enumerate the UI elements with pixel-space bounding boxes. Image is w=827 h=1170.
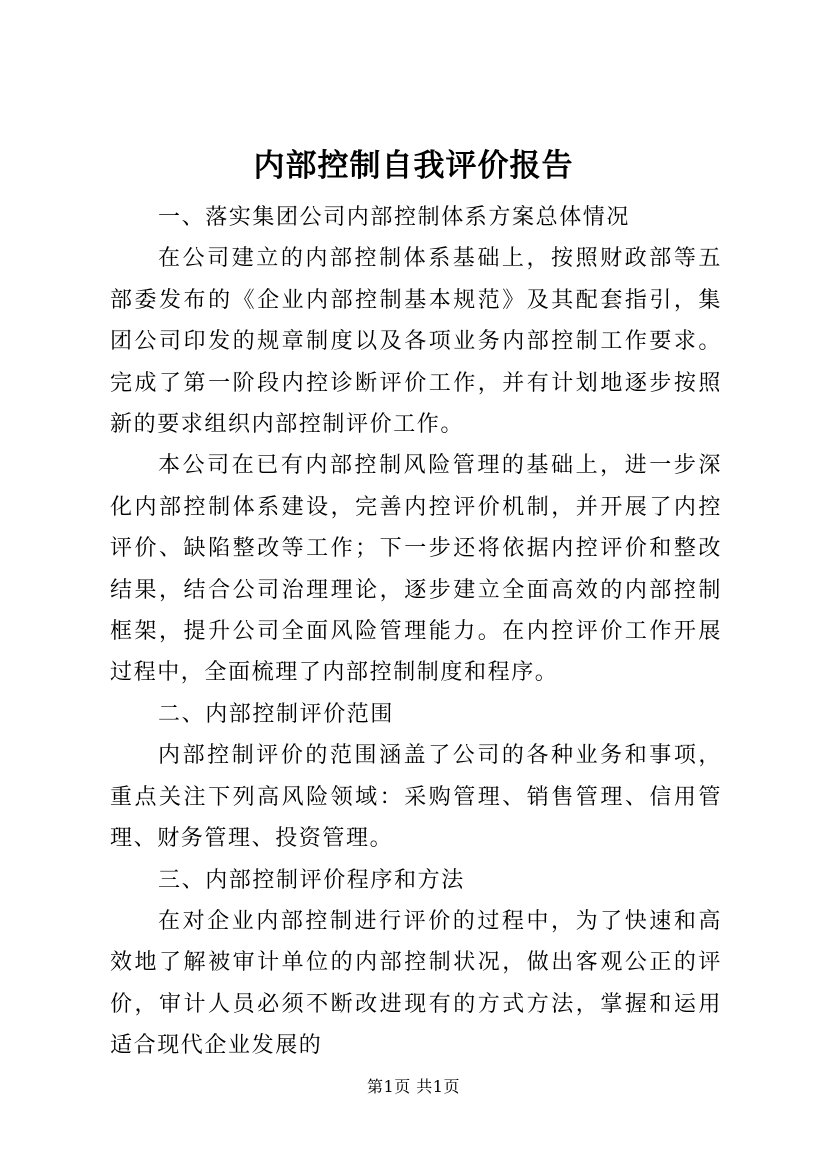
section-heading-3: 三、内部控制评价程序和方法 bbox=[158, 867, 465, 893]
document-title: 内部控制自我评价报告 bbox=[253, 148, 574, 184]
paragraph-1: 在公司建立的内部控制体系基础上，按照财政部等五部委发布的《企业内部控制基本规范》及其配套指引，集团公司印发的规章制度以及各项业务内部控制工作要求。完成了第一阶段内控诊断评价工作，并有计划地逐步按照新的要求组织内部控制评价工作。 bbox=[110, 246, 722, 438]
section-heading-2: 二、内部控制评价范围 bbox=[158, 701, 395, 727]
paragraph-3: 内部控制评价的范围涵盖了公司的各种业务和事项，重点关注下列高风险领域：采购管理、销售管理、信用管理、财务管理、投资管理。 bbox=[110, 743, 722, 852]
page-footer: 第1页 共1页 bbox=[367, 1077, 460, 1096]
paragraph-2: 本公司在已有内部控制风险管理的基础上，进一步深化内部控制体系建设，完善内控评价机制，并开展了内控评价、缺陷整改等工作；下一步还将依据内控评价和整改结果，结合公司治理理论，逐步建立全面高效的内部控制框架，提升公司全面风险管理能力。在内控评价工作开展过程中，全面梳理了内部控制制度和程序。 bbox=[110, 453, 722, 686]
paragraph-4: 在对企业内部控制进行评价的过程中，为了快速和高效地了解被审计单位的内部控制状况，做出客观公正的评价，审计人员必须不断改进现有的方式方法，掌握和运用适合现代企业发展的 bbox=[110, 908, 722, 1059]
document-body bbox=[110, 197, 722, 1067]
section-heading-1: 一、落实集团公司内部控制体系方案总体情况 bbox=[158, 205, 631, 230]
